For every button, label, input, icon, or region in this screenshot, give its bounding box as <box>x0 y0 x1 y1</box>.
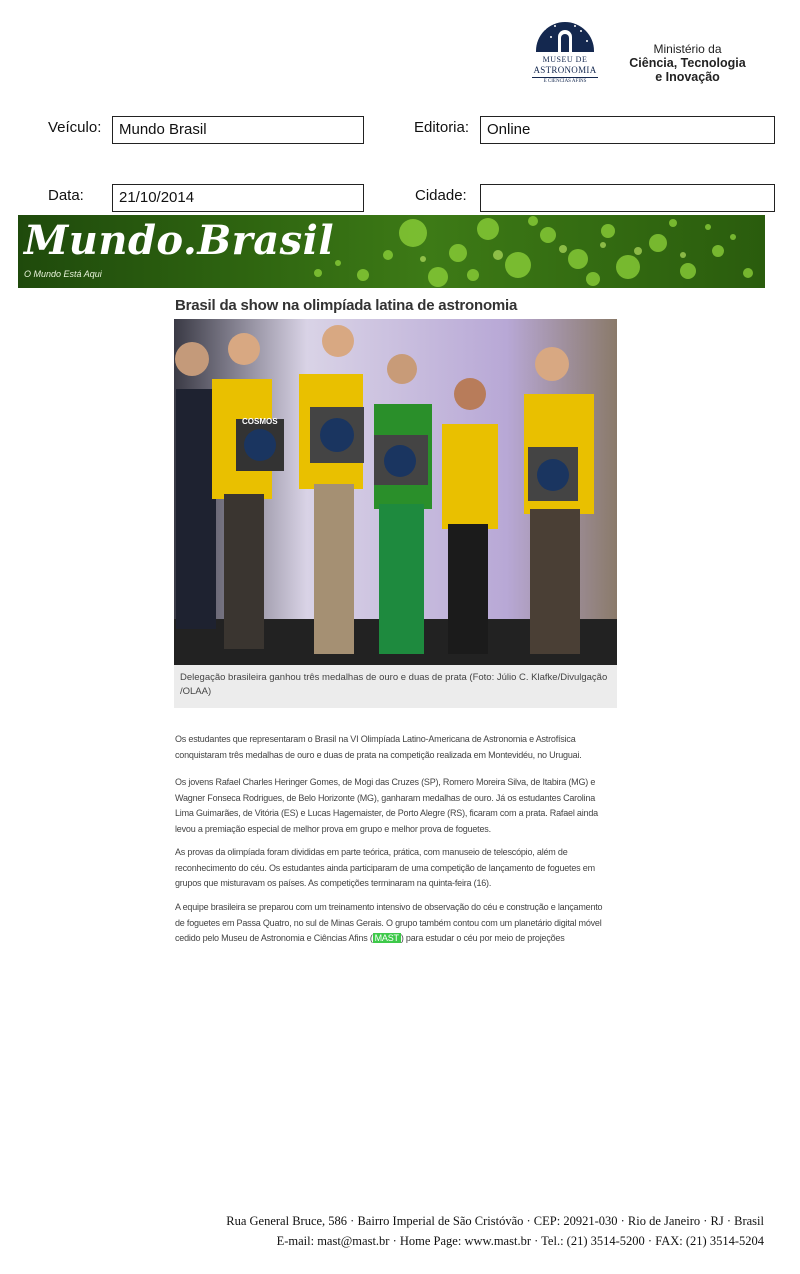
paragraph-4-text-after: ) para estudar o céu por meio de projeções <box>400 933 565 943</box>
paragraph-4-text-before: A equipe brasileira se preparou com um treinamento intensivo de observação do céu e construção e lançamento de foguetes em Passa Quatro, no sul de Minas Gerais. O grupo também contou com um planetário digital móvel cedido pelo Museu de Astronomia e Ciências Afins ( <box>175 902 603 943</box>
veiculo-field[interactable]: Mundo Brasil <box>112 116 364 144</box>
mundo-brasil-banner <box>18 215 765 288</box>
article-paragraph-2: Os jovens Rafael Charles Heringer Gomes, de Mogi das Cruzes (SP), Romero Moreira Silva, de Itabira (MG) e Wagner Fonseca Rodrigues, de Belo Horizonte (MG), ganharam medalhas de ouro. Já os estudantes Carolina Lima Guimarães, de Vitória (ES) e Lucas Hagemaister, de Porto Alegre (RS), ficaram com a prata. Rafael ainda levou a premiação especial de melhor prova em grupo e melhor prova de foguetes. <box>175 777 598 834</box>
logo-text-line2: ASTRONOMIA <box>533 65 597 75</box>
editoria-field[interactable]: Online <box>480 116 775 144</box>
banner-brand-title: Mundo.Brasil <box>24 217 335 264</box>
ministry-line3: e Inovação <box>655 70 720 84</box>
banner-tagline: O Mundo Está Aqui <box>24 269 102 279</box>
ministry-line1: Ministério da <box>653 42 722 56</box>
cidade-field[interactable] <box>480 184 775 212</box>
article-paragraph-4 <box>175 900 605 947</box>
photo-cosmos-label: COSMOS <box>242 417 278 426</box>
article-photo <box>174 319 617 665</box>
mast-highlight-link[interactable]: MAST <box>374 933 399 943</box>
article-headline: Brasil da show na olimpíada latina de astronomia <box>175 297 518 314</box>
editoria-label: Editoria: <box>414 119 470 136</box>
cidade-label: Cidade: <box>415 187 467 204</box>
ministry-line2: Ciência, Tecnologia <box>629 56 746 70</box>
photo-caption: Delegação brasileira ganhou três medalhas de ouro e duas de prata (Foto: Júlio C. Klafke/Divulgação /OLAA) <box>174 665 617 708</box>
logo-text-line3: E CIÊNCIAS AFINS <box>543 79 587 84</box>
article-paragraph-3: As provas da olimpíada foram divididas em parte teórica, prática, com manuseio de telescópio, além de reconhecimento do céu. Os estudantes ainda participaram de uma competição de lançamento de foguetes em grupos que misturavam os países. As competições terminaram na quinta-feira (16). <box>175 847 595 888</box>
article-paragraph-1: Os estudantes que representaram o Brasil na VI Olimpíada Latino-Americana de Astronomia e Astrofísica conquistaram três medalhas de ouro e duas de prata na competição realizada em Montevidéu, no Uruguai. <box>175 734 582 760</box>
data-label: Data: <box>48 187 84 204</box>
observatory-dome-icon <box>536 22 594 52</box>
footer-address: Rua General Bruce, 586 · Bairro Imperial de São Cristóvão · CEP: 20921-030 · Rio de Janeiro · RJ · Brasil <box>226 1214 764 1228</box>
museum-astronomia-logo <box>530 22 600 90</box>
logo-text-line1: MUSEU DE <box>542 55 588 64</box>
footer-contact: E-mail: mast@mast.br · Home Page: www.mast.br · Tel.: (21) 3514-5200 · FAX: (21) 3514-5204 <box>276 1234 764 1248</box>
ministry-logo <box>620 42 755 84</box>
data-field[interactable]: 21/10/2014 <box>112 184 364 212</box>
veiculo-label: Veículo: <box>48 119 102 136</box>
